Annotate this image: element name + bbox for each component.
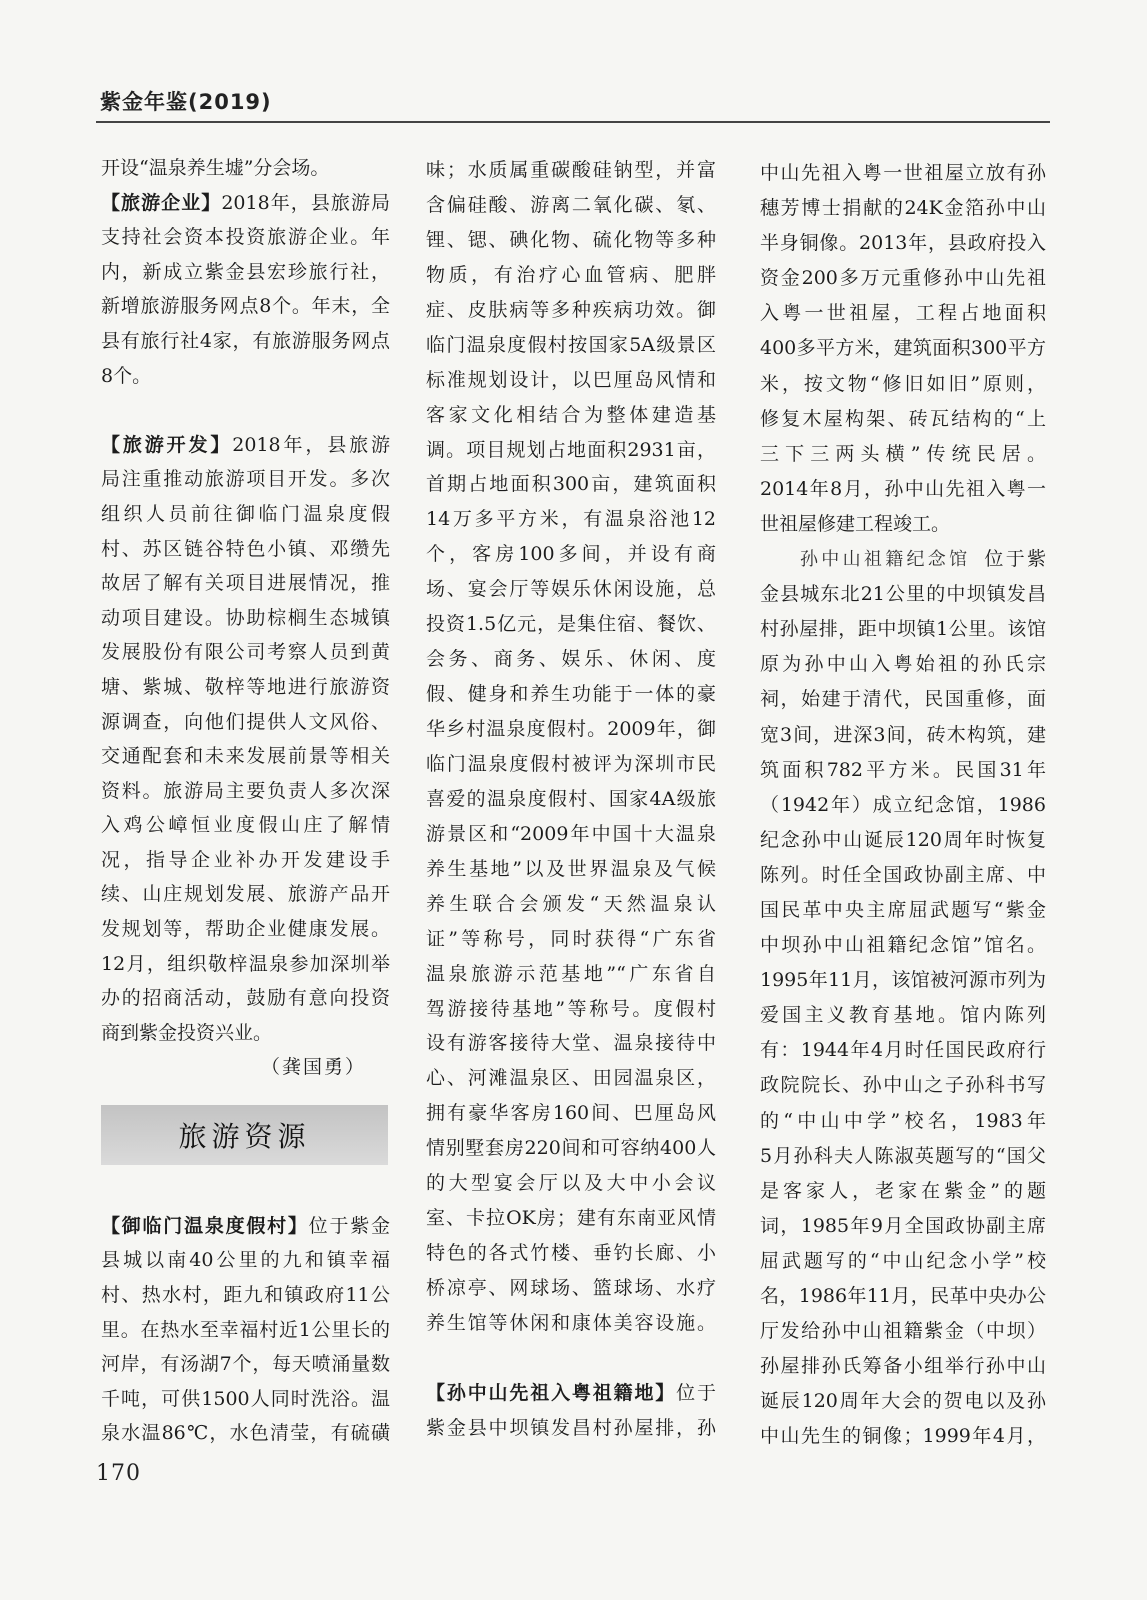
line-text: 桥凉亭、网球场、篮球场、水疗 [426,1277,716,1299]
line-text: 组织人员前往御临门温泉度假 [101,502,390,525]
text-line [426,467,716,502]
text-line [101,843,390,878]
line-text: 厅发给孙中山祖籍紫金（中坝） [760,1320,1046,1343]
line-text: 假、健身和养生功能于一体的豪 [426,683,716,706]
entry-title: 【旅游企业】 [101,191,222,214]
text-line [101,497,390,532]
line-text: 筑面积782平方米。民国31年 [760,758,1046,781]
line-text: 1995年11月，该馆被河源市列为 [760,969,1046,992]
text-line [760,1244,1046,1279]
continued-text [760,156,1046,542]
text-line [101,601,390,636]
text-line [760,331,1046,366]
text-line [426,502,716,537]
text-line [760,963,1046,998]
text-line [426,537,716,572]
text-line [426,572,716,607]
line-text: 标准规划设计，以巴厘岛风情和 [426,368,716,391]
line-text: 位于 [676,1381,716,1404]
line-text: 新增旅游服务网点8个。年末，全 [101,295,390,318]
text-line [426,1201,716,1236]
text-line [760,998,1046,1033]
text-line [760,928,1046,963]
line-text: 中山先祖入粤一世祖屋立放有孙 [760,162,1046,184]
text-line [426,1131,716,1166]
line-text: 祠，始建于清代，民国重修，面 [760,688,1046,711]
line-text: 发规划等，帮助企业健康发展。 [101,918,390,941]
line-text: 临门温泉度假村按国家5A级景区 [426,333,716,356]
line-text: 温泉旅游示范基地”“广东省自 [426,962,716,985]
text-line [426,433,716,468]
line-text: 2018年，县旅游 [232,433,390,456]
text-line [760,823,1046,858]
line-text: 设有游客接待大堂、温泉接待中 [426,1032,716,1055]
text-line [426,887,716,922]
line-text: 紫金县中坝镇发昌村孙屋排，孙 [426,1416,716,1439]
line-text: 续、山庄规划发展、旅游产品开 [101,883,390,906]
text-line [426,992,716,1027]
text-line [426,258,716,293]
line-text: 世祖屋修建工程竣工。 [760,512,951,535]
text-line [426,1376,716,1411]
line-text: 入粤一世祖屋，工程占地面积 [760,302,1046,325]
line-text: 位于紫金 [308,1214,390,1237]
line-text: 养生联合会颁发“天然温泉认 [426,892,716,915]
column-3 [760,156,1046,1454]
running-head: 紫金年鉴(2019) [100,90,272,114]
entry [101,1209,390,1451]
text-line [760,858,1046,893]
entry-title: 【孙中山先祖入粤祖籍地】 [426,1381,677,1404]
continued-text [101,151,390,186]
line-text: 2014年8月，孙中山先祖入粤一 [760,477,1046,500]
line-text: 发展股份有限公司考察人员到黄 [101,641,390,664]
text-line [426,1096,716,1131]
entry [101,186,390,394]
line-text: 名，1986年11月，民革中央办公 [760,1285,1046,1307]
text-line [101,462,390,497]
text-line [760,261,1046,296]
text-line [426,747,716,782]
line-text: 金县城东北21公里的中坝镇发昌 [760,583,1046,606]
line-text: 县城以南40公里的九和镇幸福 [101,1249,390,1272]
line-text: 8个。 [101,364,152,387]
line-text: 拥有豪华客房160间、巴厘岛风 [426,1102,716,1125]
line-text: 有：1944年4月时任国民政府行 [760,1039,1046,1062]
line-text: 游景区和“2009年中国十大温泉 [426,822,716,845]
line-text: 养生馆等休闲和康体美容设施。 [426,1311,716,1334]
line-text: 特色的各式竹楼、垂钓长廊、小 [426,1242,716,1265]
line-text: 投资1.5亿元，是集住宿、餐饮、 [426,613,716,636]
text-line [426,363,716,398]
line-text: 位于紫 [984,548,1046,571]
line-text: 半身铜像。2013年，县政府投入 [760,232,1046,255]
line-text: 纪念孙中山诞辰120周年时恢复 [760,828,1046,851]
text-line [101,566,390,601]
entry [101,428,390,1051]
line-text: 县有旅行社4家，有旅游服务网点 [101,329,390,352]
line-text: 村、苏区链谷特色小镇、邓缵先 [101,537,390,560]
entry-title: 【旅游开发】 [101,433,233,456]
text-line [101,532,390,567]
line-text: 穗芳博士捐献的24K金箔孙中山 [760,197,1046,220]
text-line [101,739,390,774]
text-line [760,1104,1046,1139]
text-line [101,1416,390,1451]
text-line [760,1139,1046,1174]
text-line [426,1306,716,1341]
line-text: 物质，有治疗心血管病、肥胖 [426,263,716,286]
line-text: 锂、锶、碘化物、硫化物等多种 [426,228,716,251]
line-text: 华乡村温泉度假村。2009年，御 [426,718,716,740]
line-text: 14万多平方米，有温泉浴池12 [426,508,716,531]
entry [426,1376,716,1446]
line-text: 首期占地面积300亩，建筑面积 [426,473,716,496]
line-text: 词，1985年9月全国政协副主席 [760,1214,1046,1237]
text-line [760,612,1046,647]
line-text: 国民革中央主席屈武题写“紫金 [760,898,1046,921]
line-text: 宽3间，进深3间，砖木构筑，建 [760,723,1046,746]
text-line [101,808,390,843]
text-line [101,255,390,290]
line-text: 的“中山中学”校名，1983年 [760,1109,1046,1132]
text-line [760,472,1046,507]
text-line [760,191,1046,226]
line-text: 修复木屋构架、砖瓦结构的“上 [760,407,1046,430]
line-text: 河岸，有汤湖7个，每天喷涌量数 [101,1353,390,1376]
text-line [760,1419,1046,1454]
text-line [760,1174,1046,1209]
text-line [760,753,1046,788]
text-line [760,402,1046,437]
line-text: 个，客房100多间，并设有商 [426,543,716,566]
line-text: 5月孙科夫人陈淑英题写的“国父 [760,1144,1046,1167]
text-line [426,223,716,258]
page-number: 170 [96,1461,141,1486]
line-text: 屈武题写的“中山纪念小学”校 [760,1249,1046,1272]
text-line [426,153,716,188]
text-line [101,1278,390,1313]
text-line [426,1026,716,1061]
text-line [760,788,1046,823]
byline: （龚国勇） [260,1056,366,1079]
text-line [426,712,716,747]
line-text: 中山先生的铜像；1999年4月， [760,1425,1046,1448]
text-line [426,293,716,328]
text-line [426,957,716,992]
text-line [426,1236,716,1271]
line-text: 况，指导企业补办开发建设手 [101,848,390,871]
text-line [426,852,716,887]
text-line [101,877,390,912]
text-line [426,1061,716,1096]
text-line [760,647,1046,682]
line-text: 会务、商务、娱乐、休闲、度 [426,648,716,671]
line-text: 含偏硅酸、游离二氧化碳、氡、 [426,193,716,216]
line-text: 养生基地”以及世界温泉及气候 [426,857,716,880]
line-text: 资金200多万元重修孙中山先祖 [760,267,1046,290]
entry [760,542,1046,1454]
section-heading: 旅游资源 [101,1105,388,1165]
text-line [760,1314,1046,1349]
line-text: 米，按文物“修旧如旧”原则， [760,372,1046,395]
line-text: 塘、紫城、敬梓等地进行旅游资 [101,675,390,698]
line-text: 味；水质属重碳酸硅钠型，并富 [426,159,716,181]
line-text: 政院院长、孙中山之子孙科书写 [760,1074,1046,1097]
line-text: 入鸡公嶂恒业度假山庄了解情 [101,814,390,837]
line-text: 里。在热水至幸福村近1公里长的 [101,1318,390,1341]
continued-text [426,153,716,1341]
text-line [426,1411,716,1446]
text-line [101,1313,390,1348]
text-line [760,893,1046,928]
line-text: 动项目建设。协助棕榈生态城镇 [101,606,390,629]
header-rule [96,121,1050,123]
text-line [101,947,390,982]
line-text: 内，新成立紫金县宏珍旅行社， [101,260,390,283]
text-line [426,328,716,363]
entry-title: 孙中山祖籍纪念馆 [800,549,971,571]
text-line [101,1243,390,1278]
text-line [760,1384,1046,1419]
text-line [760,507,1046,542]
text-line [760,1279,1046,1314]
line-text: 孙屋排孙氏筹备小组举行孙中山 [760,1355,1046,1378]
line-text: 资料。旅游局主要负责人多次深 [101,779,390,802]
text-line [760,1209,1046,1244]
line-text: 开设“温泉养生墟”分会场。 [101,157,330,179]
text-line [426,398,716,433]
line-text: 12月，组织敬梓温泉参加深圳举 [101,952,390,975]
text-line [426,817,716,852]
line-text: 源调查，向他们提供人文风俗、 [101,710,390,733]
text-line [101,151,390,186]
line-text: 千吨，可供1500人同时洗浴。温 [101,1387,390,1410]
line-text: 驾游接待基地”等称号。度假村 [426,997,716,1020]
line-text: 商到紫金投资兴业。 [101,1021,273,1044]
text-line [760,296,1046,331]
line-text: 心、河滩温泉区、田园温泉区， [426,1067,716,1090]
text-line [101,428,390,463]
text-line [101,670,390,705]
line-text: 交通配套和未来发展前景等相关 [101,745,390,768]
text-line [760,718,1046,753]
text-line [426,1166,716,1201]
text-line [760,1033,1046,1068]
line-text: 证”等称号，同时获得“广东省 [426,927,716,950]
text-line [760,682,1046,717]
line-text: 原为孙中山入粤始祖的孙氏宗 [760,653,1046,676]
text-line [426,1271,716,1306]
line-text: 支持社会资本投资旅游企业。年 [101,226,390,249]
line-text: 2018年，县旅游局 [221,191,390,214]
text-line [101,1209,390,1244]
text-line [101,981,390,1016]
text-line [760,437,1046,472]
line-text: 中坝孙中山祖籍纪念馆”馆名。 [760,934,1046,957]
line-text: 故居了解有关项目进展情况，推 [101,572,390,595]
section-heading-wrap [101,1105,390,1209]
text-line [426,782,716,817]
line-text: 情别墅套房220间和可容纳400人 [426,1137,716,1160]
text-line [101,635,390,670]
text-line [101,1016,390,1051]
line-text: 喜爱的温泉度假村、国家4A级旅 [426,787,716,810]
line-text: 三下三两头横”传统民居。 [760,442,1046,465]
text-line [760,156,1046,191]
line-text: 临门温泉度假村被评为深圳市民 [426,752,716,775]
line-text: 局注重推动旅游项目开发。多次 [101,468,390,491]
text-line [760,542,1046,577]
text-line [760,1349,1046,1384]
text-line [426,922,716,957]
text-line [101,705,390,740]
text-line [101,359,390,394]
line-text: 的大型宴会厅以及大中小会议 [426,1172,716,1195]
line-text: 爱国主义教育基地。馆内陈列 [760,1004,1046,1027]
line-text: 调。项目规划占地面积2931亩， [426,438,716,461]
text-line [101,1382,390,1417]
text-line [760,577,1046,612]
line-text: 办的招商活动，鼓励有意向投资 [101,987,390,1010]
line-text: （1942年）成立纪念馆，1986 [760,793,1046,816]
text-line [760,1068,1046,1103]
text-line [426,188,716,223]
text-line [101,220,390,255]
entry-title: 【御临门温泉度假村】 [101,1214,309,1237]
line-text: 是客家人，老家在紫金”的题 [760,1179,1046,1202]
text-line [101,186,390,221]
line-text: 室、卡拉OK房；建有东南亚风情 [426,1207,716,1230]
text-line [426,607,716,642]
text-line [101,289,390,324]
line-text: 症、皮肤病等多种疾病功效。御 [426,298,716,321]
line-text: 客家文化相结合为整体建造基 [426,403,716,426]
line-text: 泉水温86℃，水色清莹，有硫磺 [101,1422,390,1445]
text-line [760,367,1046,402]
text-line [426,642,716,677]
column-1 [101,151,390,1451]
text-line [760,226,1046,261]
text-line [101,324,390,359]
line-text: 400多平方米，建筑面积300平方 [760,337,1046,360]
line-text: 诞辰120周年大会的贺电以及孙 [760,1390,1046,1413]
text-line [101,912,390,947]
line-text: 场、宴会厅等娱乐休闲设施，总 [426,578,716,601]
text-line [426,677,716,712]
text-line [101,1347,390,1382]
text-line [101,774,390,809]
column-2 [426,153,716,1446]
line-text: 陈列。时任全国政协副主席、中 [760,863,1046,886]
line-text: 村孙屋排，距中坝镇1公里。该馆 [760,618,1046,641]
line-text: 村、热水村，距九和镇政府11公 [101,1284,390,1307]
